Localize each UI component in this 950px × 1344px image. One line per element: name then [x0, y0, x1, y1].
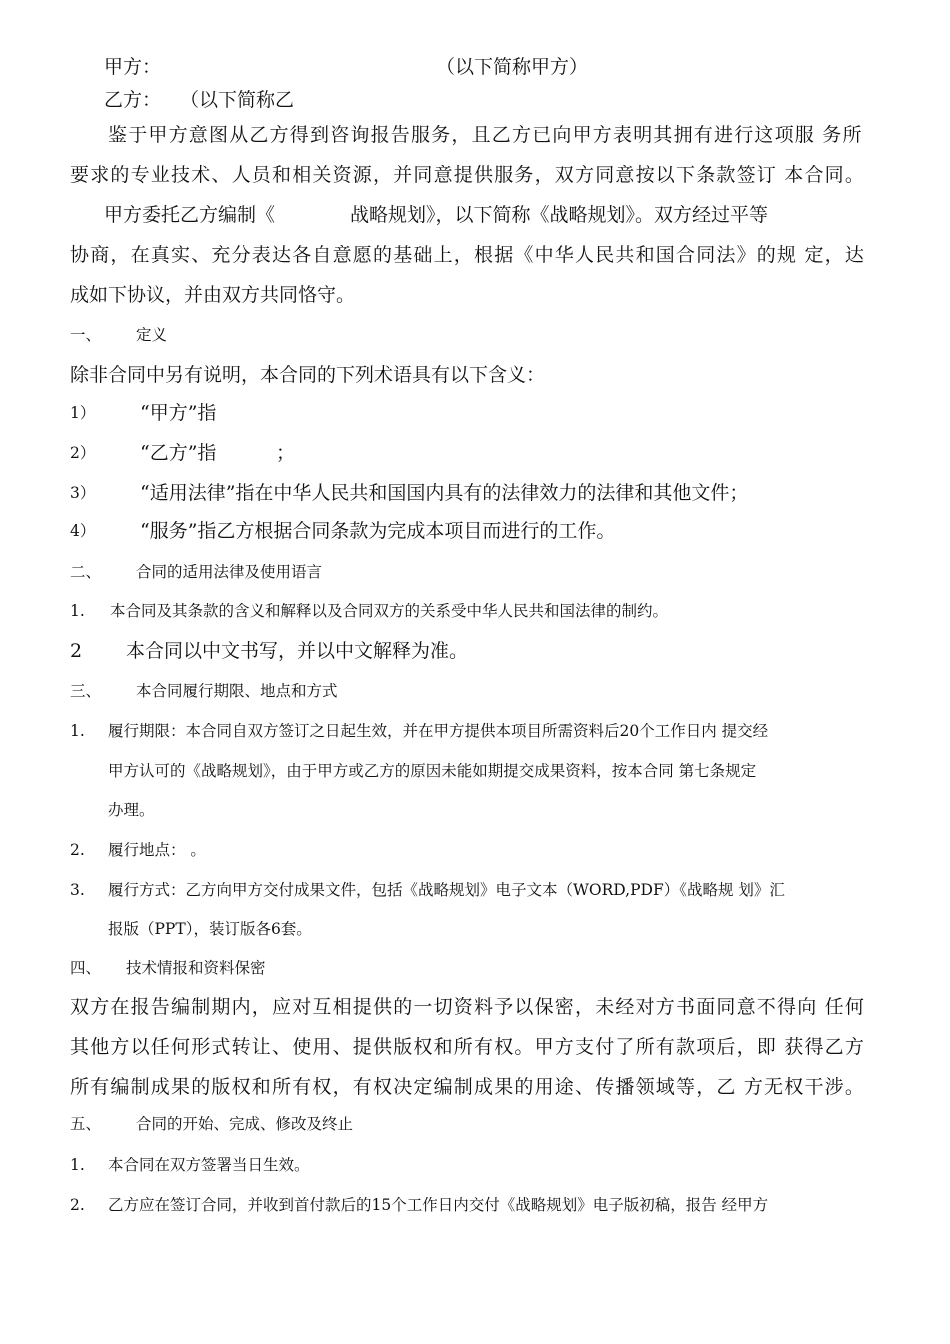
term-line-2: 甲方认可的《战略规划》，由于甲方或乙方的原因未能如期提交成果资料，按本合同 第七条规定 — [108, 762, 757, 780]
method-line-1: 履行方式：乙方向甲方交付成果文件，包括《战略规划》电子文本（WORD,PDF）《战略规 划》汇 — [108, 881, 785, 899]
section-1-title: 定义 — [136, 326, 168, 344]
section-3-number: 三、 — [70, 682, 102, 700]
list-number: 3. — [70, 881, 85, 899]
definition-text: “甲方”指 — [140, 402, 217, 424]
definition-number: 2） — [70, 444, 96, 462]
list-item-text: 本合同以中文书写，并以中文解释为准。 — [126, 640, 469, 662]
section-2-number: 二、 — [70, 563, 102, 581]
definition-tail: ； — [276, 442, 296, 464]
method-line-2: 报版（PPT），装订版各6套。 — [108, 920, 312, 938]
confidentiality-line-2: 其他方以任何形式转让、使用、提供版权和所有权。甲方支付了所有款项后，即 获得乙方 — [70, 1036, 866, 1058]
definition-text: “服务”指乙方根据合同条款为完成本项目而进行的工作。 — [140, 520, 616, 542]
section-4-number: 四、 — [70, 959, 102, 977]
section-5-number: 五、 — [70, 1115, 102, 1133]
section-1-number: 一、 — [70, 326, 102, 344]
section-5-title: 合同的开始、完成、修改及终止 — [136, 1115, 354, 1133]
section-1-intro: 除非合同中另有说明，本合同的下列术语具有以下含义： — [70, 364, 546, 386]
definition-text: “乙方”指 — [140, 442, 217, 464]
list-number: 1. — [70, 602, 85, 620]
list-number: 1. — [70, 1156, 85, 1174]
definition-number: 3） — [70, 484, 96, 502]
list-item-text: 本合同在双方签署当日生效。 — [108, 1156, 310, 1174]
intro-p2-line1b: 战略规划》，以下简称《战略规划》。双方经过平等 — [350, 204, 769, 226]
term-line-1: 履行期限：本合同自双方签订之日起生效，并在甲方提供本项目所需资料后20个工作日内 提交经 — [108, 722, 769, 740]
definition-number: 1） — [70, 404, 96, 422]
party-b-label: 乙方： — [104, 89, 162, 111]
definition-text: “适用法律”指在中华人民共和国国内具有的法律效力的法律和其他文件； — [140, 482, 749, 504]
section-4-title: 技术情报和资料保密 — [126, 959, 266, 977]
list-number: 1. — [70, 722, 85, 740]
party-a-label: 甲方： — [104, 56, 162, 78]
intro-p2-line1a: 甲方委托乙方编制《 — [104, 204, 276, 226]
list-item-text: 本合同及其条款的含义和解释以及合同双方的关系受中华人民共和国法律的制约。 — [110, 602, 669, 620]
place-text: 履行地点： 。 — [108, 841, 206, 859]
intro-p2-line2: 协商，在真实、充分表达各自意愿的基础上，根据《中华人民共和国合同法》的规 定，达 — [70, 244, 866, 266]
list-number: 2. — [70, 841, 85, 859]
intro-p1-line1: 鉴于甲方意图从乙方得到咨询报告服务，且乙方已向甲方表明其拥有进行这项服 务所 — [108, 124, 863, 146]
confidentiality-line-1: 双方在报告编制期内，应对互相提供的一切资料予以保密，未经对方书面同意不得向 任何 — [70, 996, 866, 1018]
confidentiality-line-3: 所有编制成果的版权和所有权，有权决定编制成果的用途、传播领域等，乙 方无权干涉。 — [70, 1076, 866, 1098]
term-line-3: 办理。 — [108, 801, 155, 819]
section-3-title: 本合同履行期限、地点和方式 — [136, 682, 338, 700]
list-number: 2. — [70, 1196, 85, 1214]
section-2-title: 合同的适用法律及使用语言 — [136, 563, 323, 581]
definition-number: 4） — [70, 522, 96, 540]
list-item-text: 乙方应在签订合同，并收到首付款后的15个工作日内交付《战略规划》电子版初稿，报告 经甲方 — [108, 1196, 769, 1214]
list-number: 2 — [70, 640, 83, 662]
party-b-note: （以下简称乙 — [180, 89, 295, 111]
intro-p2-line3: 成如下协议，并由双方共同恪守。 — [70, 284, 356, 306]
party-a-note: （以下简称甲方） — [436, 56, 589, 78]
intro-p1-line2: 要求的专业技术、人员和相关资源，并同意提供服务，双方同意按以下条款签订 本合同。 — [70, 164, 866, 186]
